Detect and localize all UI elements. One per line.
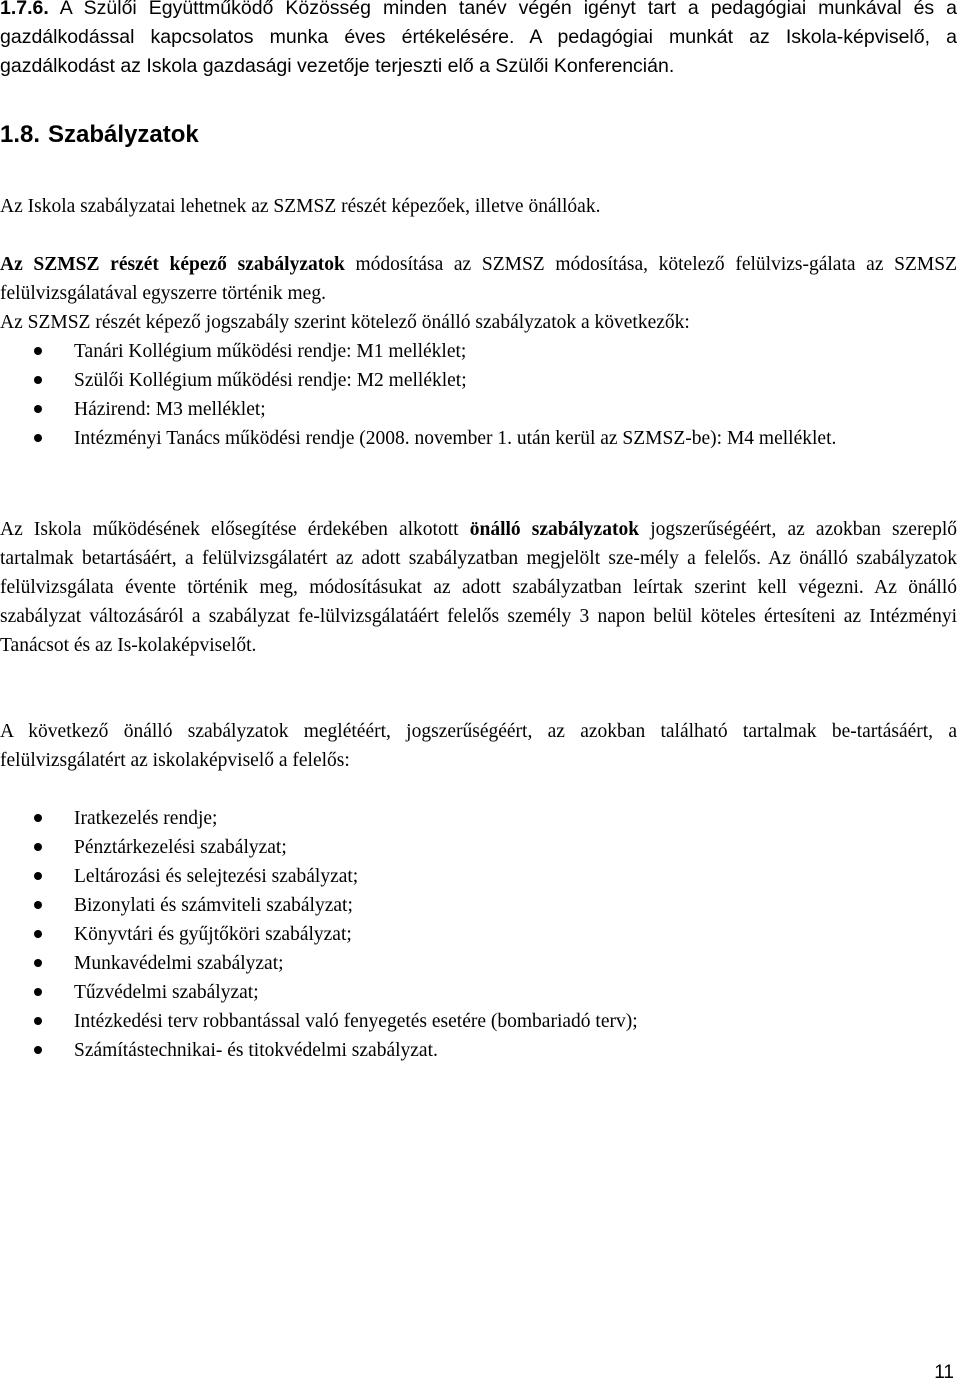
- list-item: [0, 424, 957, 453]
- list-item: [0, 1007, 957, 1036]
- list-item-text: Iratkezelés rendje;: [74, 808, 218, 829]
- bullet-icon: [34, 405, 42, 413]
- bullet-icon: [34, 376, 42, 384]
- list-item-text: Könyvtári és gyűjtőköri szabályzat;: [74, 924, 352, 945]
- bullet-icon: [34, 988, 42, 996]
- bullet-icon: [34, 347, 42, 355]
- szmsz-rules-rest: módosítása az SZMSZ módosítása, kötelező felülvizs-gálata az SZMSZ felülvizsgálatával egyszerre történik meg.: [0, 254, 957, 304]
- bullet-icon: [34, 1017, 42, 1025]
- list-item: [0, 1036, 957, 1065]
- list-item: [0, 395, 957, 424]
- paragraph-rule-types: Az Iskola szabályzatai lehetnek az SZMSZ részét képezőek, illetve önállóak.: [0, 196, 601, 217]
- list-item: [0, 833, 957, 862]
- intro-paragraph: [0, 0, 957, 81]
- independent-rules-before: Az Iskola működésének elősegítése érdekében alkotott: [0, 519, 470, 540]
- bullet-icon: [34, 930, 42, 938]
- section-number: 1.8.: [0, 121, 41, 148]
- bullet-icon: [34, 872, 42, 880]
- bullet-icon: [34, 814, 42, 822]
- page-number: 11: [934, 1362, 954, 1383]
- list-item: [0, 337, 957, 366]
- list-item: [0, 366, 957, 395]
- paragraph-representative-rules: A következő önálló szabályzatok meglétéért, jogszerűségéért, az azokban található tartalmak be-tartásáért, a felülvizsgálatért az iskolaképviselő a felelős:: [0, 721, 957, 771]
- list-item-text: Bizonylati és számviteli szabályzat;: [74, 895, 353, 916]
- list-item-text: Szülői Kollégium működési rendje: M2 melléklet;: [74, 370, 467, 391]
- list-item-text: Munkavédelmi szabályzat;: [74, 953, 284, 974]
- list-item: [0, 978, 957, 1007]
- bullet-icon: [34, 843, 42, 851]
- section-title: Szabályzatok: [48, 121, 199, 148]
- paragraph-mandatory-rules: Az SZMSZ részét képező jogszabály szerint kötelező önálló szabályzatok a következők:: [0, 312, 690, 333]
- intro-number: 1.7.6.: [0, 0, 49, 19]
- independent-rules-strong: önálló szabályzatok: [469, 519, 640, 540]
- list-item-text: Tanári Kollégium működési rendje: M1 melléklet;: [74, 341, 467, 362]
- list-item-text: Intézkedési terv robbantással való fenyegetés esetére (bombariadó terv);: [74, 1011, 638, 1032]
- list-item-text: Leltározási és selejtezési szabályzat;: [74, 866, 359, 887]
- list-item-text: Számítástechnikai- és titokvédelmi szabályzat.: [74, 1040, 438, 1061]
- section-heading: [0, 119, 199, 151]
- bullet-icon: [34, 1046, 42, 1054]
- list-item: [0, 862, 957, 891]
- representative-rules-list: [0, 804, 957, 1065]
- list-item-text: Pénztárkezelési szabályzat;: [74, 837, 287, 858]
- mandatory-rules-list: [0, 337, 957, 453]
- szmsz-rules-strong: Az SZMSZ részét képező szabályzatok: [0, 254, 345, 275]
- list-item: [0, 891, 957, 920]
- bullet-icon: [34, 434, 42, 442]
- paragraph-szmsz-rules: [0, 250, 957, 308]
- list-item: [0, 804, 957, 833]
- bullet-icon: [34, 959, 42, 967]
- paragraph-independent-rules: [0, 515, 957, 660]
- list-item-text: Házirend: M3 melléklet;: [74, 399, 266, 420]
- bullet-icon: [34, 901, 42, 909]
- list-item-text: Intézményi Tanács működési rendje (2008. november 1. után kerül az SZMSZ-be): M4 melléklet.: [74, 428, 837, 449]
- list-item: [0, 949, 957, 978]
- intro-text: A Szülői Együttműködő Közösség minden tanév végén igényt tart a pedagógiai munkával és a gazdálkodással kapcsolatos munka éves értékelésére. A pedagógiai munkát az Iskola-képviselő, a gazdálkodást az Iskola gazdasági vezetője terjeszti elő a Szülői Konferencián.: [0, 0, 958, 77]
- list-item-text: Tűzvédelmi szabályzat;: [74, 982, 259, 1003]
- list-item: [0, 920, 957, 949]
- independent-rules-after: jogszerűségéért, az azokban szereplő tartalmak betartásáért, a felülvizsgálatért az adott szabályzatban megjelölt sze-mély a felelős. Az önálló szabályzatok felülvizsgálata évente történik meg, módosításukat az adott szabályzatban leírtak szerint kell végezni. Az önálló szabályzat változásáról a szabályzat fe-lülvizsgálatáért felelős személy 3 napon belül köteles értesíteni az Intézményi Tanácsot és az Is-kolaképviselőt.: [0, 519, 958, 656]
